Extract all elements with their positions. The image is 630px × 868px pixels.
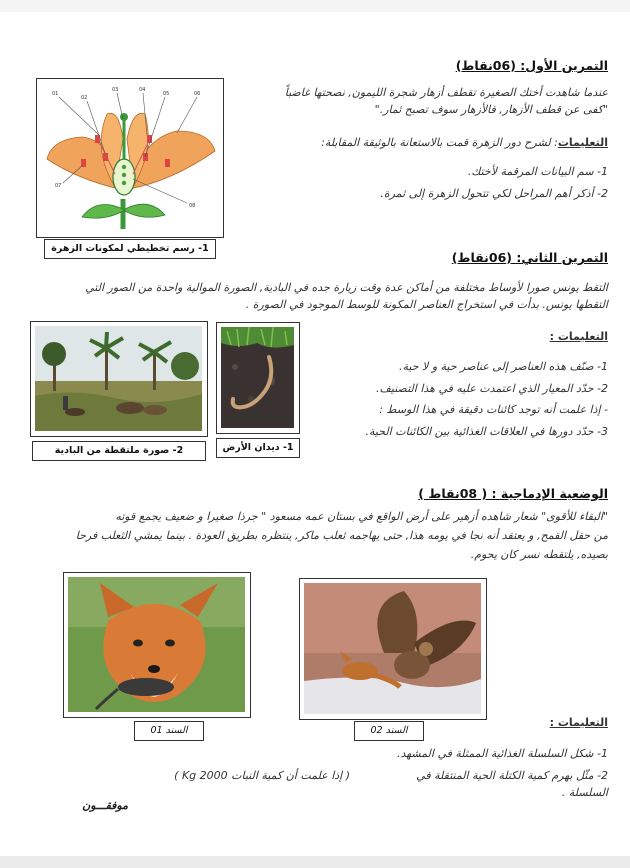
ex1-question-1: 1- سم البيانات المرقمة لأختك. (467, 165, 608, 178)
ex1-instructions-text: : لشرح دور الزهرة قمت بالاستعانة بالوثيقة المقابلة: (321, 136, 558, 149)
earthworm-photo (221, 327, 294, 428)
ex3-question-2-note: ( إذا علمت أن كمية النبات 2000 Kg ) (174, 769, 350, 782)
ex1-intro-line2: "كفى عن قطف الأزهار, فالأزهار سوف تصبح ثمار." (374, 103, 608, 116)
ex3-title: الوضعية الإدماجية : ( 08نقاط ) (418, 486, 608, 501)
ex3-question-2: 2- مثّل بهرم كمية الكتلة الحية المنتقلة في السلسلة . (416, 769, 608, 799)
steppe-photo (35, 326, 202, 431)
ex2-intro-line1: التقط يونس صورا لأوساط مختلفة من أماكن عدة وقت زيارة جده في البادية, الصورة الموالية واحدة من الصور التي (85, 281, 608, 294)
ex1-title: التمرين الأول: (06نقاط) (455, 58, 608, 73)
ex2-instructions-title: التعليمات : (549, 330, 608, 343)
ex3-intro-line1: "البقاء للأقوى" شعار شاهده أزهير على أرض الواقع في بستان عمه مسعود " جرذا صغيرا و ضعيف يجمع قوته (115, 510, 608, 523)
ex1-intro-line1: عندما شاهدت أختك الصغيرة تقطف أزهار شجرة الليمون, نصحتها غاضباً (284, 86, 608, 99)
steppe-photo-frame (30, 321, 208, 437)
ex3-intro-line3: بصيده, يلتقطه نسر كان يحوم. (470, 548, 608, 561)
flower-label-08: 08 (189, 203, 196, 209)
ex2-question-3: 3- حدّد دورها في العلاقات الغذائية بين الكائنات الحية. (365, 425, 608, 438)
ex1-instructions (218, 134, 608, 151)
flower-label-07: 07 (55, 183, 62, 189)
flower-label-03: 03 (112, 87, 119, 93)
flower-diagram-frame (36, 78, 224, 238)
ex2-question-2b: - إذا علمت أنه توجد كائنات دقيقة في هذا الوسط : (379, 403, 608, 416)
ex1-instructions-title: التعليمات (557, 136, 608, 149)
doc1-caption: السند 01 (134, 721, 204, 741)
flower-diagram (37, 79, 222, 236)
flower-label-06: 06 (194, 91, 201, 97)
page-bottom-strip (0, 856, 630, 868)
flower-label-05: 05 (163, 91, 170, 97)
doc2-caption: السند 02 (354, 721, 424, 741)
closing-text: موفقـــون (82, 799, 128, 812)
page-top-strip (0, 0, 630, 12)
ex1-question-2: 2- أذكر أهم المراحل لكي تتحول الزهرة إلى ثمرة. (380, 187, 608, 200)
ex3-intro-line2: من حقل القمح, و يعتقد أنه نجا في يومه هذا, حتى يهاجمه ثعلب ماكر, ينتظره بطريق العودة . بينما يمشي الثعلب فرحا (75, 529, 608, 542)
eagle-photo (304, 583, 481, 714)
ex2-intro-line2: التقطها يونس. بدأت في استخراج العناصر المكونة للوسط الموجود في الصورة . (245, 298, 608, 311)
earthworm-photo-caption: 1- ديدان الأرض (216, 438, 300, 458)
eagle-photo-frame (299, 578, 487, 720)
flower-label-04: 04 (139, 87, 146, 93)
ex2-question-2: 2- حدّد المعيار الذي اعتمدت عليه في هذا التصنيف. (376, 382, 608, 395)
fox-photo (68, 577, 245, 712)
ex2-question-1: 1- صنّف هذه العناصر إلى عناصر حية و لا حية. (399, 360, 608, 373)
flower-label-01: 01 (52, 91, 59, 97)
ex3-instructions-title: التعليمات : (549, 716, 608, 729)
flower-diagram-caption: 1- رسم تخطيطي لمكونات الزهرة (44, 239, 216, 259)
ex2-title: التمرين الثاني: (06نقاط) (451, 250, 608, 265)
flower-label-02: 02 (81, 95, 88, 101)
earthworm-photo-frame (216, 322, 300, 434)
steppe-photo-caption: 2- صورة ملتقطة من البادية (32, 441, 206, 461)
fox-photo-frame (63, 572, 251, 718)
ex3-question-1: 1- شكل السلسلة الغذائية الممثلة في المشهد. (397, 747, 608, 760)
